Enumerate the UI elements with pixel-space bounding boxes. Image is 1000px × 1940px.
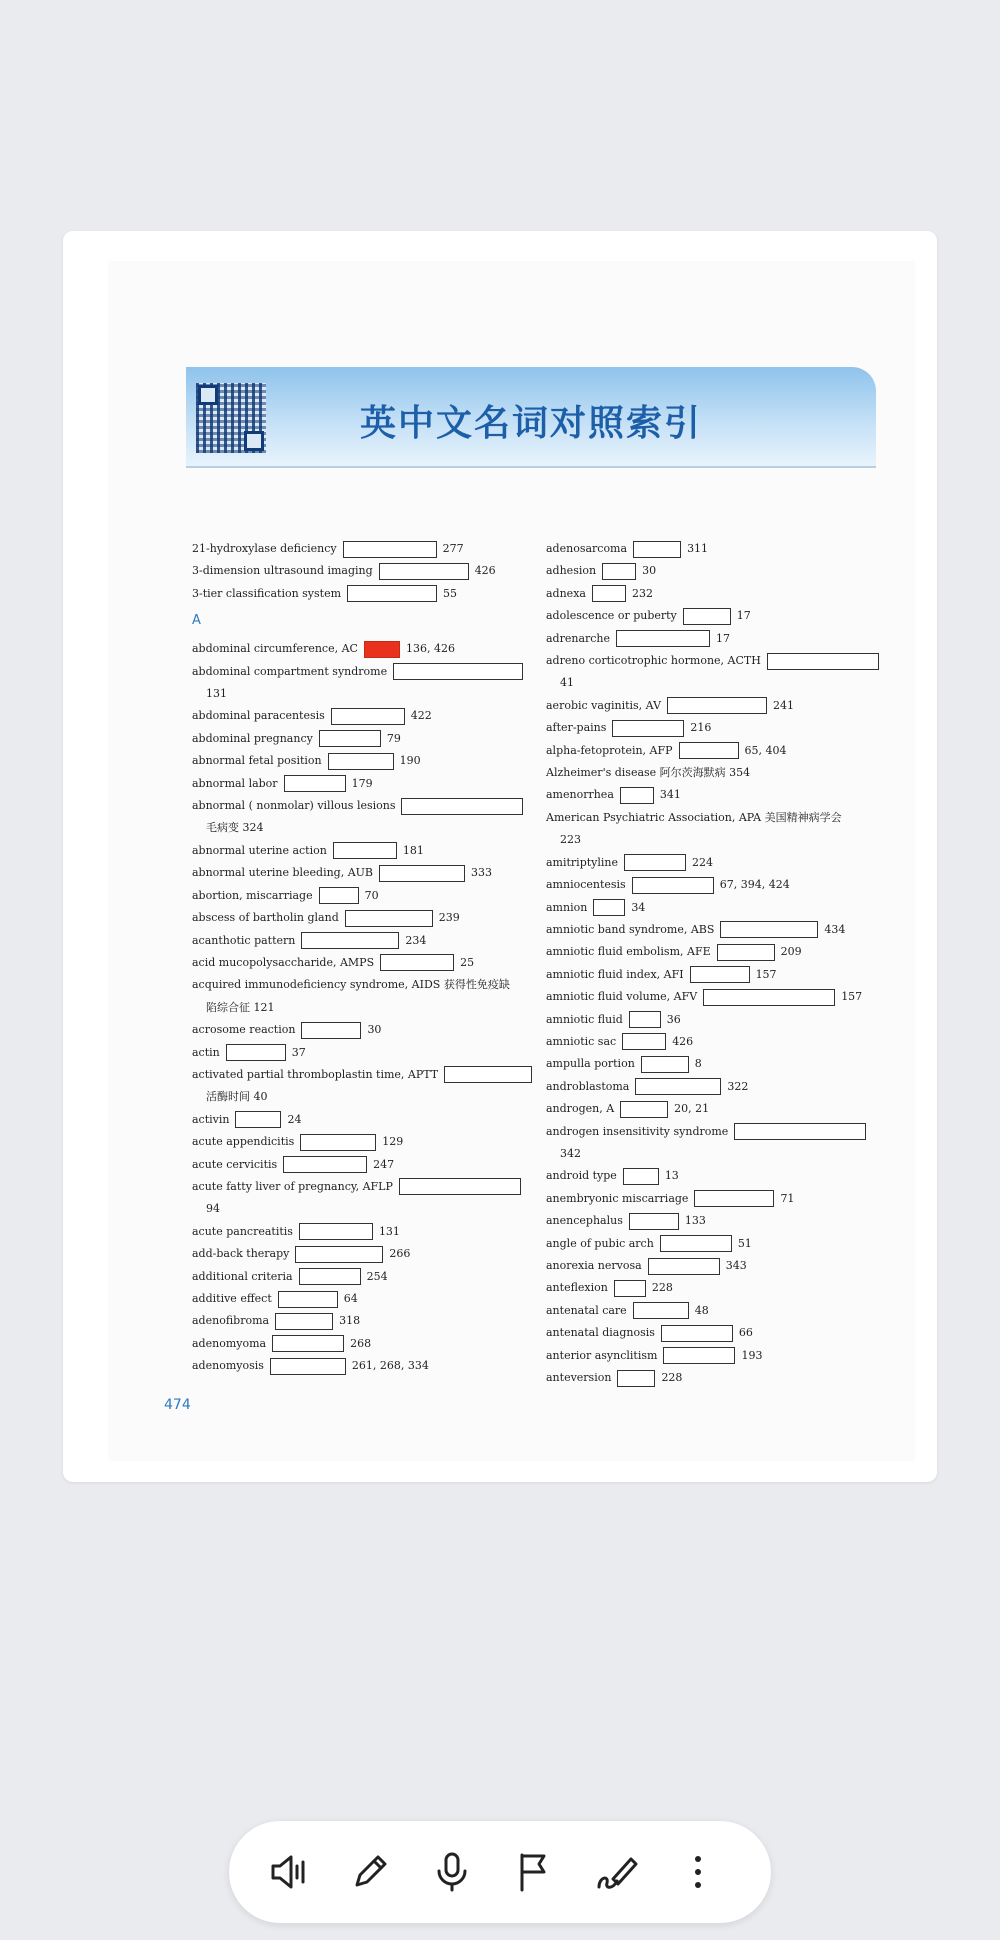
entry-term: adolescence or puberty [546,609,677,623]
blank-answer-box[interactable] [331,708,405,725]
blank-answer-box[interactable] [444,1066,532,1083]
voice-button[interactable] [425,1845,479,1899]
entry-term: adhesion [546,564,597,578]
index-entry [192,638,528,660]
blank-answer-box[interactable] [616,630,710,647]
blank-answer-box[interactable] [622,1033,666,1050]
index-column-right [546,538,876,1389]
index-entry [546,717,876,739]
blank-answer-box[interactable] [380,954,454,971]
entry-term: amnion [546,900,588,914]
blank-answer-box[interactable] [345,910,433,927]
index-entry [192,705,528,727]
entry-pages: 190 [399,754,421,768]
entry-term: 94 [206,1202,220,1216]
entry-term: acute cervicitis [192,1157,278,1171]
entry-term: activated partial thromboplastin time, APTT [192,1067,439,1081]
index-entry [192,840,528,862]
entry-pages: 232 [631,586,653,600]
entry-pages: 67, 394, 424 [719,878,790,892]
entry-pages: 48 [694,1303,709,1317]
highlighted-blank-box[interactable] [364,641,400,658]
index-entry [192,1288,528,1310]
entry-pages: 234 [405,933,427,947]
entry-term: abdominal paracentesis [192,709,325,723]
index-entry [546,874,876,896]
entry-term: acrosome reaction [192,1023,296,1037]
index-entry [546,829,876,851]
entry-pages: 311 [687,542,709,555]
blank-answer-box[interactable] [270,1358,346,1375]
entry-term: amniotic band syndrome, ABS [546,922,715,936]
entry-term: abnormal uterine action [192,843,327,857]
index-entry [546,1277,876,1299]
blank-answer-box[interactable] [347,585,437,602]
entry-pages: 434 [824,922,846,936]
blank-answer-box[interactable] [703,989,835,1006]
index-entry [546,1367,876,1389]
entry-term: amniocentesis [546,878,626,892]
index-entry [546,1076,876,1098]
flag-button[interactable] [507,1845,561,1899]
blank-answer-box[interactable] [614,1280,646,1297]
entry-pages: 17 [736,609,751,623]
index-entry [192,560,528,582]
index-entry [192,683,528,705]
blank-answer-box[interactable] [694,1190,774,1207]
entry-term: acid mucopolysaccharide, AMPS [192,955,375,969]
entry-pages: 64 [343,1292,358,1305]
entry-term: adreno corticotrophic hormone, ACTH [546,654,761,668]
index-entry [192,1333,528,1355]
entry-term: abnormal labor [192,776,278,790]
index-entry [546,1098,876,1120]
index-entry [546,538,876,560]
entry-term: 陷综合征 121 [206,1000,275,1014]
index-entry [192,1310,528,1332]
entry-pages: 157 [841,990,863,1004]
index-entry [192,1086,528,1108]
entry-term: antenatal diagnosis [546,1326,655,1340]
entry-term: activin [192,1112,230,1126]
pen-button[interactable] [343,1845,397,1899]
blank-answer-box[interactable] [629,1213,679,1230]
index-entry [192,817,528,839]
entry-pages: 277 [442,542,464,555]
flag-icon [511,1849,557,1895]
entry-term: after-pains [546,721,607,735]
more-vertical-icon [675,1849,721,1895]
entry-pages: 20, 21 [674,1102,710,1116]
entry-term: acquired immunodeficiency syndrome, AIDS 获得性免疫缺 [192,978,510,992]
entry-term: aerobic vaginitis, AV [546,698,662,712]
blank-answer-box[interactable] [624,854,686,871]
entry-term: adrenarche [546,631,611,645]
entry-pages: 30 [367,1023,382,1037]
blank-answer-box[interactable] [393,663,523,680]
blank-answer-box[interactable] [663,1347,735,1364]
index-entry [192,1042,528,1064]
index-entry [192,1131,528,1153]
index-entry [546,1255,876,1277]
blank-answer-box[interactable] [679,742,739,759]
blank-answer-box[interactable] [633,541,681,558]
blank-answer-box[interactable] [300,1134,376,1151]
index-entry [546,986,876,1008]
entry-pages: 34 [631,900,646,914]
index-entry [546,1009,876,1031]
index-entry [546,852,876,874]
entry-term: Alzheimer's disease 阿尔茨海默病 354 [546,766,751,780]
entry-term: adenomyosis [192,1359,264,1373]
entry-term: antenatal care [546,1303,627,1317]
blank-answer-box[interactable] [226,1044,286,1061]
blank-answer-box[interactable] [319,730,381,747]
entry-term: American Psychiatric Association, APA 美国精神病学会 [546,810,842,824]
banner-divider [186,466,876,468]
entry-term: amniotic fluid index, AFI [546,967,684,981]
blank-answer-box[interactable] [767,653,879,670]
index-entry [546,1121,876,1143]
entry-term: acute pancreatitis [192,1224,293,1238]
index-entry [546,1143,876,1165]
index-entry [192,1266,528,1288]
index-entry [546,605,876,627]
entry-pages: 129 [382,1135,404,1149]
entry-term: add-back therapy [192,1247,290,1261]
blank-answer-box[interactable] [629,1011,661,1028]
entry-term: 3-dimension ultrasound imaging [192,564,373,578]
entry-term: acanthotic pattern [192,933,296,947]
entry-term: adnexa [546,586,586,600]
handwriting-pen-icon [593,1849,639,1895]
entry-term: actin [192,1045,220,1059]
index-entry [192,1154,528,1176]
entry-pages: 261, 268, 334 [351,1359,429,1373]
entry-term: abortion, miscarriage [192,888,313,902]
blank-answer-box[interactable] [648,1258,720,1275]
index-entry [192,862,528,884]
blank-answer-box[interactable] [301,932,399,949]
blank-answer-box[interactable] [301,1022,361,1039]
entry-term: acute fatty liver of pregnancy, AFLP [192,1179,393,1193]
index-entry [546,1233,876,1255]
entry-pages: 71 [780,1191,795,1205]
entry-term: anorexia nervosa [546,1259,642,1272]
entry-term: amniotic sac [546,1034,617,1048]
blank-answer-box[interactable] [661,1325,733,1342]
blank-answer-box[interactable] [295,1246,383,1263]
entry-term: amniotic fluid embolism, AFE [546,945,711,959]
blank-answer-box[interactable] [632,877,714,894]
blank-answer-box[interactable] [401,798,523,815]
entry-term: acute appendicitis [192,1135,295,1149]
blank-answer-box[interactable] [617,1370,655,1387]
entry-term: anembryonic miscarriage [546,1191,689,1205]
index-entry [546,695,876,717]
speaker-icon [265,1849,311,1895]
index-entry [546,897,876,919]
index-entry [192,1355,528,1377]
entry-pages: 36 [666,1012,681,1026]
blank-answer-box[interactable] [379,865,465,882]
entry-pages: 228 [651,1281,673,1295]
blank-answer-box[interactable] [641,1056,689,1073]
entry-term: anencephalus [546,1214,623,1228]
entry-term: abdominal compartment syndrome [192,664,388,678]
entry-term: ampulla portion [546,1057,635,1071]
bottom-toolbar [229,1821,771,1923]
index-entry [546,1165,876,1187]
blank-answer-box[interactable] [283,1156,367,1173]
entry-term: 21-hydroxylase deficiency [192,542,337,555]
index-entry [546,560,876,582]
entry-term: adenosarcoma [546,542,628,555]
entry-pages: 426 [474,564,496,578]
entry-term: 223 [560,833,581,847]
entry-term: abnormal fetal position [192,754,322,768]
index-entry [546,740,876,762]
entry-pages: 181 [402,843,424,857]
entry-pages: 179 [351,776,373,790]
blank-answer-box[interactable] [635,1078,721,1095]
entry-term: amniotic fluid volume, AFV [546,990,698,1004]
entry-pages: 239 [438,911,460,925]
entry-term: androgen, A [546,1102,615,1116]
blank-answer-box[interactable] [623,1168,659,1185]
entry-pages: 228 [661,1371,683,1385]
entry-pages: 247 [373,1157,395,1171]
entry-pages: 79 [386,731,401,745]
blank-answer-box[interactable] [620,1101,668,1118]
entry-pages: 17 [716,631,731,645]
index-column-left [192,538,528,1378]
index-entry [192,750,528,772]
entry-term: adenofibroma [192,1314,270,1328]
blank-answer-box[interactable] [235,1111,281,1128]
entry-pages: 322 [727,1079,749,1093]
handwriting-button[interactable] [589,1845,643,1899]
entry-term: 342 [560,1146,581,1160]
entry-term: anteflexion [546,1281,608,1295]
entry-pages: 266 [389,1247,411,1261]
entry-pages: 136, 426 [405,642,455,656]
blank-answer-box[interactable] [734,1123,866,1140]
index-entry [546,1210,876,1232]
index-entry [546,1345,876,1367]
blank-answer-box[interactable] [284,775,346,792]
index-entry [192,930,528,952]
entry-term: android type [546,1169,617,1183]
entry-term: 毛病变 324 [206,821,264,835]
blank-answer-box[interactable] [620,787,654,804]
page-number: 474 [164,1397,191,1413]
index-entry [546,1188,876,1210]
blank-answer-box[interactable] [667,697,767,714]
entry-pages: 193 [741,1348,763,1362]
entry-pages: 65, 404 [744,743,787,757]
entry-term: androblastoma [546,1079,630,1093]
entry-pages: 24 [287,1112,302,1126]
blank-answer-box[interactable] [328,753,394,770]
entry-pages: 37 [291,1045,306,1059]
entry-pages: 157 [755,967,777,981]
entry-pages: 422 [410,709,432,723]
entry-term: androgen insensitivity syndrome [546,1124,729,1138]
entry-pages: 241 [773,698,795,712]
blank-answer-box[interactable] [319,887,359,904]
entry-pages: 426 [672,1034,694,1048]
index-entry [546,964,876,986]
page-title: 英中文名词对照索引 [360,403,703,444]
entry-pages: 318 [339,1314,361,1328]
index-entry [546,1053,876,1075]
blank-answer-box[interactable] [690,966,750,983]
entry-term: abnormal ( nonmolar) villous lesions [192,799,396,813]
index-entry [192,907,528,929]
index-entry [192,773,528,795]
entry-pages: 30 [642,564,657,578]
index-entry [192,795,528,817]
entry-term: abdominal pregnancy [192,731,313,745]
index-entry [546,919,876,941]
entry-term: abnormal uterine bleeding, AUB [192,866,374,880]
entry-term: 41 [560,676,574,690]
entry-pages: 268 [350,1336,372,1350]
index-entry [546,628,876,650]
blank-answer-box[interactable] [379,563,469,580]
entry-term: additional criteria [192,1269,293,1283]
index-entry [546,1322,876,1344]
section-letter: A [192,613,201,629]
blank-answer-box[interactable] [602,563,636,580]
entry-pages: 343 [725,1259,747,1272]
blank-answer-box[interactable] [660,1235,732,1252]
index-entry [192,885,528,907]
blank-answer-box[interactable] [299,1223,373,1240]
blank-answer-box[interactable] [275,1313,333,1330]
index-entry [192,728,528,750]
entry-term: anteversion [546,1371,612,1385]
entry-term: abscess of bartholin gland [192,911,339,925]
index-entry [192,1198,528,1220]
entry-term: angle of pubic arch [546,1236,654,1250]
entry-pages: 216 [690,721,712,735]
entry-pages: 13 [664,1169,679,1183]
entry-pages: 25 [460,955,475,969]
index-entry [546,807,876,829]
entry-term: 131 [206,687,227,701]
entry-pages: 209 [780,945,802,959]
index-entry [546,672,876,694]
read-aloud-button[interactable] [261,1845,315,1899]
blank-answer-box[interactable] [299,1268,361,1285]
more-button[interactable] [671,1845,725,1899]
blank-answer-box[interactable] [720,921,818,938]
blank-answer-box[interactable] [343,541,437,558]
entry-term: 3-tier classification system [192,586,342,600]
blank-answer-box[interactable] [593,899,625,916]
index-entry [192,952,528,974]
entry-pages: 224 [692,855,714,869]
entry-pages: 254 [366,1269,388,1283]
qr-code-icon[interactable] [196,383,266,453]
index-entry [546,583,876,605]
entry-pages: 333 [471,866,493,880]
blank-answer-box[interactable] [399,1178,521,1195]
index-entry [192,997,528,1019]
index-entry [192,1243,528,1265]
index-entry [546,650,876,672]
entry-term: 活酶时间 40 [206,1090,268,1104]
entry-pages: 131 [378,1224,400,1238]
blank-answer-box[interactable] [272,1335,344,1352]
blank-answer-box[interactable] [633,1302,689,1319]
entry-term: amenorrhea [546,788,614,802]
index-entry [192,1019,528,1041]
entry-term: anterior asynclitism [546,1348,658,1362]
entry-term: alpha-fetoprotein, AFP [546,743,673,757]
index-entry [192,538,528,560]
index-entry [546,1300,876,1322]
index-entry [546,784,876,806]
pencil-icon [347,1849,393,1895]
index-entry [546,1031,876,1053]
entry-pages: 8 [694,1057,702,1071]
blank-answer-box[interactable] [278,1291,338,1308]
index-entry [192,1221,528,1243]
blank-answer-box[interactable] [717,944,775,961]
entry-pages: 70 [364,888,379,902]
entry-pages: 55 [443,586,458,600]
entry-term: abdominal circumference, AC [192,642,358,656]
entry-term: additive effect [192,1292,272,1305]
index-entry [546,762,876,784]
entry-pages: 66 [738,1326,753,1340]
entry-term: adenomyoma [192,1336,267,1350]
index-entry [192,583,528,605]
index-entry [546,941,876,963]
entry-term: amniotic fluid [546,1012,623,1026]
entry-pages: 51 [737,1236,752,1250]
entry-pages: 341 [659,788,681,802]
entry-pages: 133 [684,1214,706,1228]
index-entry [192,1064,528,1086]
entry-term: amitriptyline [546,855,619,869]
blank-answer-box[interactable] [612,720,684,737]
index-entry [192,661,528,683]
microphone-icon [429,1849,475,1895]
blank-answer-box[interactable] [683,608,731,625]
index-entry [192,974,528,996]
index-entry [192,1176,528,1198]
blank-answer-box[interactable] [333,842,397,859]
index-entry [192,1109,528,1131]
blank-answer-box[interactable] [592,585,626,602]
